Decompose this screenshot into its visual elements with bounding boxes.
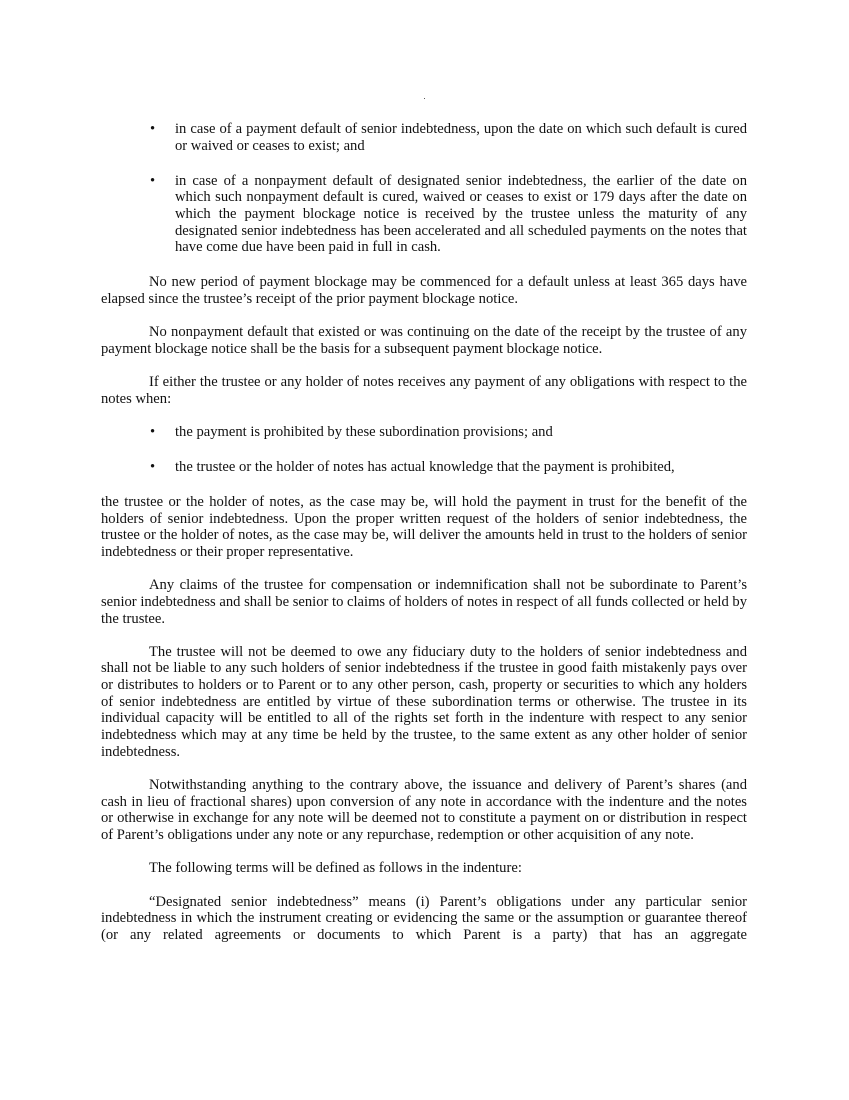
bullet-icon: • xyxy=(150,172,156,189)
continuation-paragraph: the trustee or the holder of notes, as the case may be, will hold the payment in trust for the benefit of the holders of senior indebtedness. Upon the proper written request of the holders of senior indebtedness, the trustee or the holder of notes, as the case may be, will deliver the amounts held in trust to the holders of senior indebtedness or their proper representative. xyxy=(101,493,747,560)
paragraph: Notwithstanding anything to the contrary above, the issuance and delivery of Parent’s shares (and cash in lieu of fractional shares) upon conversion of any note in accordance with the indenture and the notes or otherwise in exchange for any note will be deemed not to constitute a payment on or distribution in respect of Parent’s obligations under any note or any repurchase, redemption or other acquisition of any note. xyxy=(101,777,747,844)
paragraph: Any claims of the trustee for compensation or indemnification shall not be subordinate to Parent’s senior indebtedness and shall be senior to claims of holders of notes in respect of all funds collected or held by the trustee. xyxy=(101,577,748,627)
bullet-text: the payment is prohibited by these subordination provisions; and xyxy=(175,424,553,441)
bullet-text: the trustee or the holder of notes has actual knowledge that the payment is prohibited, xyxy=(175,459,675,475)
bullet-item xyxy=(101,173,747,256)
paragraph: The trustee will not be deemed to owe any fiduciary duty to the holders of senior indebtedness and shall not be liable to any such holders of senior indebtedness if the trustee in good faith mistakenly pays over or distributes to holders or to Parent or to any other person, cash, property or securities to which any holders of senior indebtedness are entitled by virtue of these subordination terms or otherwise. The trustee in its individual capacity will be entitled to all of the rights set forth in the indenture with respect to any senior indebtedness which may at any time be held by the trustee, to the same extent as any other holder of senior indebtedness. xyxy=(101,643,747,760)
bullet-text: in case of a nonpayment default of designated senior indebtedness, the earlier of the date on which such nonpayment default is cured, waived or ceases to exist or 179 days after the date on which the payment blockage notice is received by the trustee unless the maturity of any designated senior indebtedness has been accelerated and all scheduled payments on the notes that have come due have been paid in full in cash. xyxy=(175,172,747,256)
definition-paragraph: “Designated senior indebtedness” means (i) Parent’s obligations under any particular senior indebtedness in which the instrument creating or evidencing the same or the assumption or guarantee thereof (or any related agreements or documents to which Parent is a party) that has an aggregate xyxy=(101,893,747,943)
bullet-icon: • xyxy=(150,121,156,137)
paragraph: No nonpayment default that existed or was continuing on the date of the receipt by the trustee of any payment blockage notice shall be the basis for a subsequent payment blockage notice. xyxy=(101,324,747,357)
bullet-item xyxy=(101,121,747,154)
stray-mark xyxy=(424,98,425,99)
paragraph: The following terms will be defined as follows in the indenture: xyxy=(149,860,522,877)
bullet-icon: • xyxy=(150,459,156,475)
bullet-item xyxy=(101,424,747,441)
bullet-icon: • xyxy=(150,424,156,441)
document-page xyxy=(101,121,747,960)
paragraph: If either the trustee or any holder of notes receives any payment of any obligations with respect to the notes when: xyxy=(101,374,747,407)
bullet-item xyxy=(101,459,747,476)
bullet-text: in case of a payment default of senior indebtedness, upon the date on which such default is cured or waived or ceases to exist; and xyxy=(175,121,747,154)
paragraph: No new period of payment blockage may be commenced for a default unless at least 365 days have elapsed since the trustee’s receipt of the prior payment blockage notice. xyxy=(101,274,747,307)
